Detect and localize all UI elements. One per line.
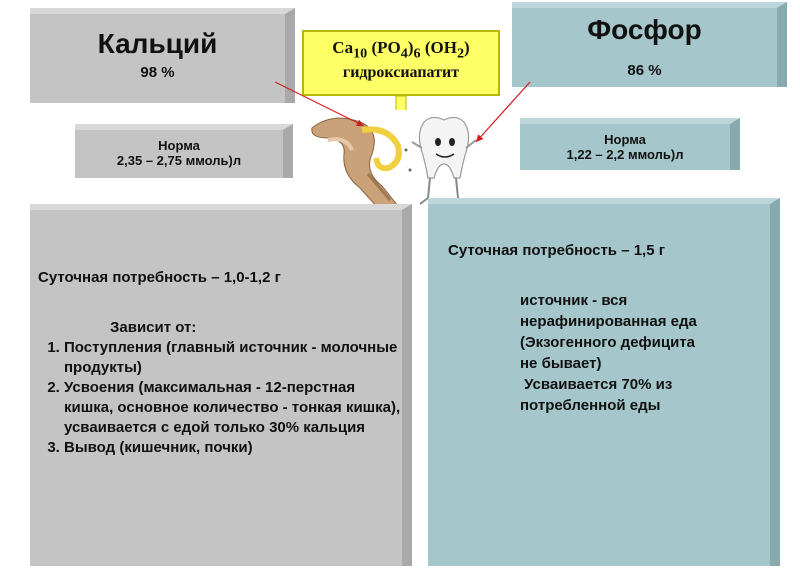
hydroxyapatite-formula-box	[302, 30, 500, 96]
formula-name: гидроксиапатит	[342, 64, 460, 82]
bone-joint-icon	[302, 110, 420, 208]
tooth-icon	[410, 112, 478, 208]
phosphorus-details-box	[428, 198, 780, 566]
source-line: не бывает)	[520, 355, 602, 372]
calcium-percent: 98 %	[140, 64, 175, 81]
phosphorus-daily-need: Суточная потребность – 1,5 г	[448, 242, 665, 259]
calcium-details-box	[30, 204, 412, 566]
source-line: потребленной еды	[520, 397, 661, 414]
calcium-daily-need: Суточная потребность – 1,0-1,2 г	[38, 269, 281, 286]
formula-text: $Ca_{10}$ $(PO_4)_6$ $(OH_2)$	[332, 38, 470, 62]
source-line: Усваивается 70% из	[520, 376, 673, 393]
source-line: источник - вся	[520, 292, 628, 309]
calcium-header-box	[30, 8, 295, 103]
phosphorus-norm-label: Норма	[604, 132, 646, 147]
list-item: 2. Усвоения (максимальная - 12-перстная кишка, основное количество - тонкая кишка), усваивается с едой только 30% кальция	[64, 378, 404, 438]
calcium-depends-on: Зависит от:	[110, 319, 197, 336]
source-line: (Экзогенного дефицита	[520, 334, 696, 351]
phosphorus-norm-box	[520, 118, 740, 170]
calcium-factor-list	[30, 338, 404, 458]
calcium-norm-label: Норма	[158, 138, 200, 153]
list-item: 3. Вывод (кишечник, почки)	[64, 438, 404, 458]
calcium-title: Кальций	[97, 28, 218, 59]
phosphorus-source-text	[520, 290, 770, 416]
phosphorus-percent: 86 %	[627, 62, 662, 79]
calcium-norm-box	[75, 124, 293, 178]
source-line: нерафинированная еда	[520, 313, 697, 330]
list-item: 1. Поступления (главный источник - молочные продукты)	[64, 338, 404, 378]
phosphorus-norm-value: 1,22 – 2,2 ммоль)л	[566, 147, 684, 162]
phosphorus-header-box	[512, 2, 787, 87]
calcium-norm-value: 2,35 – 2,75 ммоль)л	[116, 153, 242, 168]
phosphorus-title: Фосфор	[587, 14, 702, 45]
